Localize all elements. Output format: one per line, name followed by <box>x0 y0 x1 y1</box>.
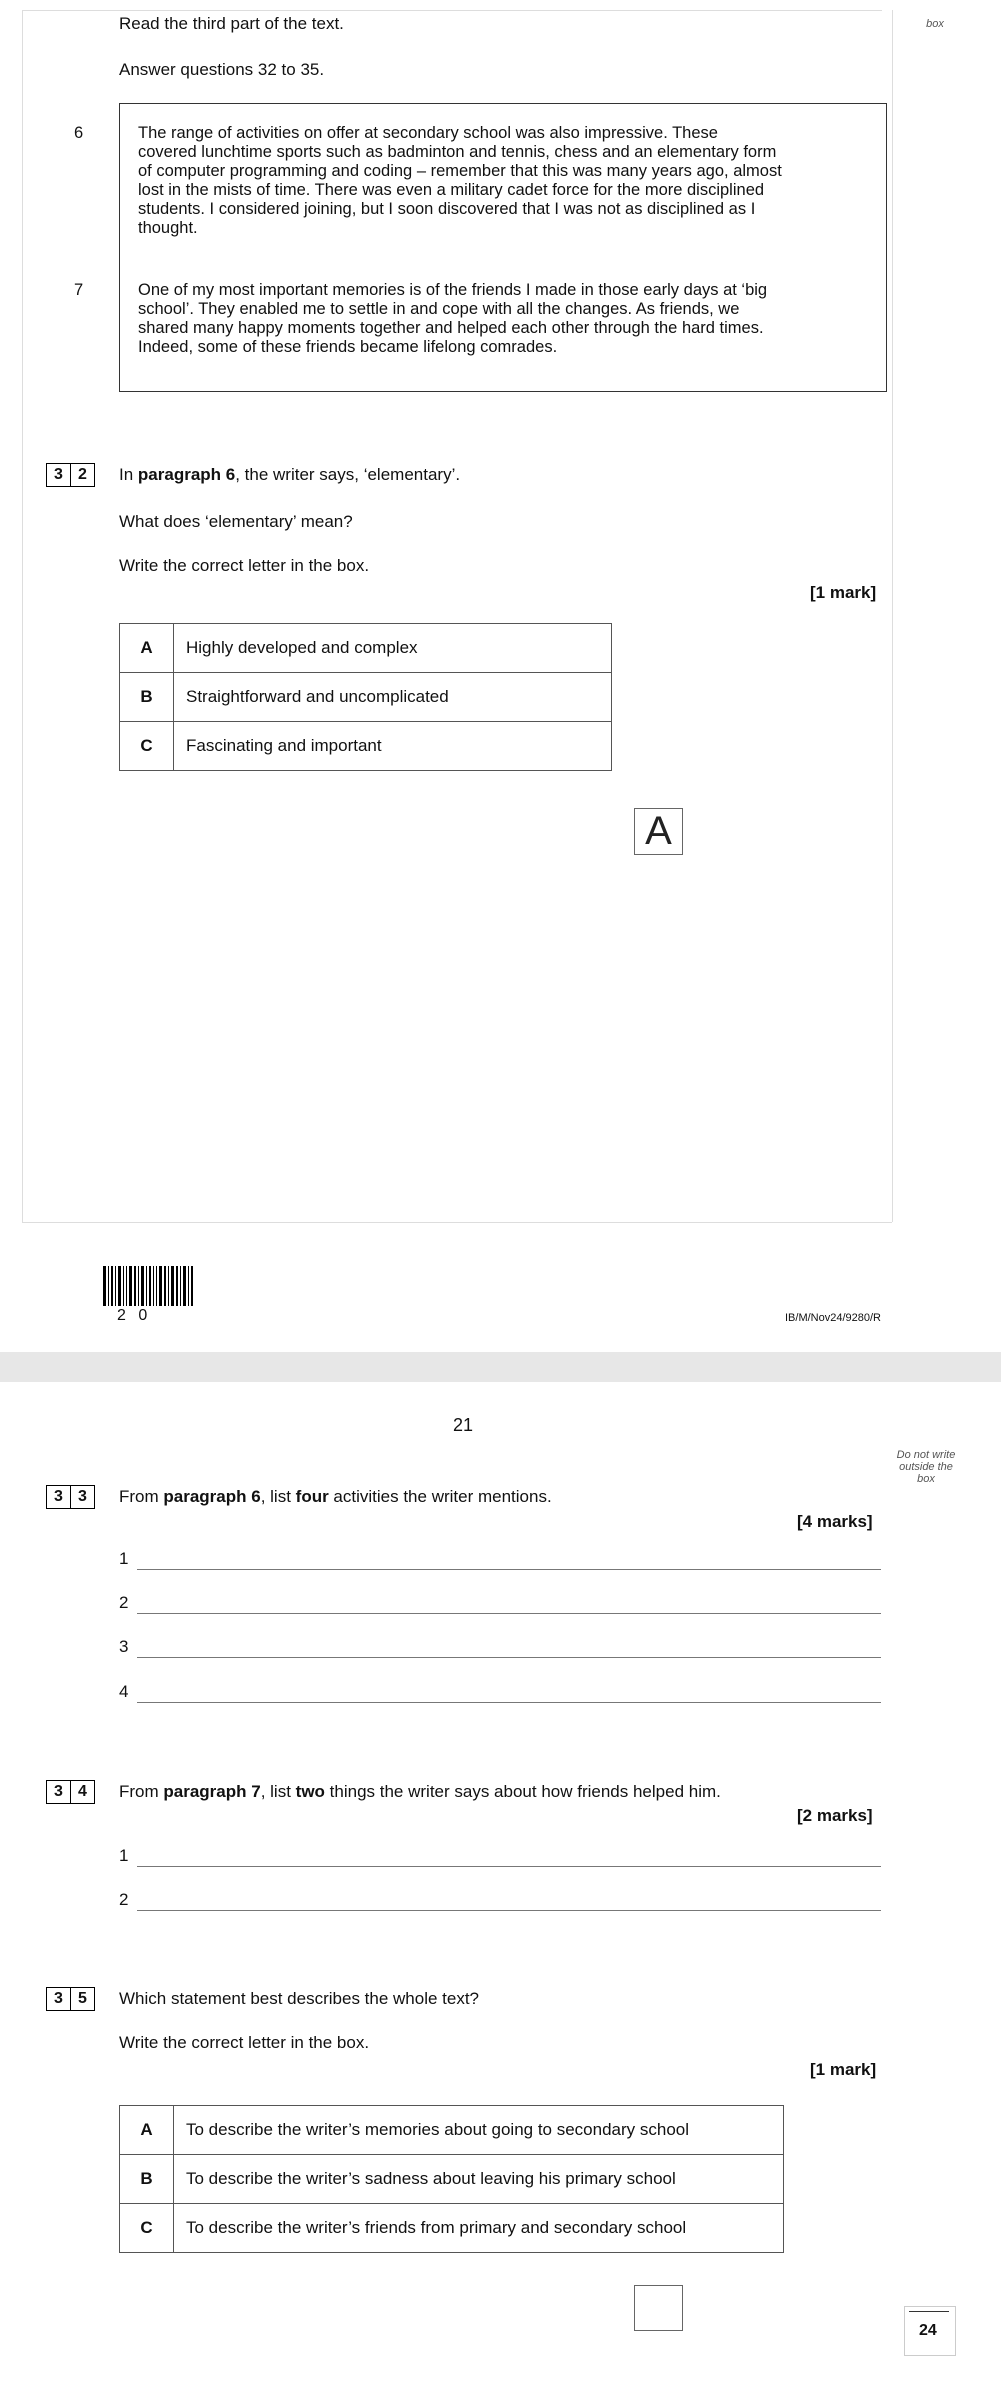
passage-box <box>119 103 887 392</box>
paragraph-line: thought. <box>138 219 198 237</box>
question-33-marks: [4 marks] <box>797 1512 873 1531</box>
paragraph-7-number: 7 <box>74 281 84 299</box>
questions-range: Answer questions 32 to 35. <box>119 60 325 79</box>
answer-letter: A <box>645 809 672 853</box>
answer-line[interactable] <box>137 1866 881 1867</box>
option-text: To describe the writer’s memories about going to secondary school <box>174 2106 784 2155</box>
question-32-instruction: Write the correct letter in the box. <box>119 556 370 575</box>
option-row <box>120 673 612 722</box>
answer-line-number: 2 <box>119 1890 129 1909</box>
question-32-answer-box[interactable] <box>634 808 683 855</box>
read-instruction: Read the third part of the text. <box>119 14 344 33</box>
paragraph-line: lost in the mists of time. There was even a military cadet force for the more disciplined <box>138 181 765 199</box>
question-35-options <box>119 2105 784 2253</box>
question-34-marks: [2 marks] <box>797 1806 873 1825</box>
paragraph-6 <box>138 124 782 238</box>
question-digit: 4 <box>70 1781 94 1803</box>
answer-line[interactable] <box>137 1613 881 1614</box>
option-letter: B <box>120 2155 174 2204</box>
paragraph-line: shared many happy moments together and helped each other through the hard times. <box>138 319 764 337</box>
answer-line-number: 1 <box>119 1846 129 1865</box>
option-row <box>120 722 612 771</box>
question-34-number <box>46 1780 95 1804</box>
question-digit: 3 <box>54 1488 63 1505</box>
option-row <box>120 624 612 673</box>
answer-line-number: 3 <box>119 1637 129 1656</box>
paragraph-line: One of my most important memories is of the friends I made in those early days at ‘big <box>138 281 768 299</box>
question-digit: 3 <box>54 1990 63 2007</box>
question-32-marks: [1 mark] <box>810 583 877 602</box>
answer-line-number: 4 <box>119 1682 129 1701</box>
question-32-number <box>46 463 95 487</box>
margin-note: Do not write outside the box <box>896 1449 956 1485</box>
left-margin-rule <box>22 10 23 1222</box>
question-35-text: Which statement best describes the whole text? <box>119 1989 480 2008</box>
question-33-number <box>46 1485 95 1509</box>
answer-line[interactable] <box>137 1702 881 1703</box>
question-digit: 3 <box>54 1783 63 1800</box>
answer-line[interactable] <box>137 1569 881 1570</box>
paragraph-line: students. I considered joining, but I soon discovered that I was not as disciplined as I <box>138 200 756 218</box>
option-letter: B <box>120 673 174 722</box>
question-32-text: In paragraph 6, the writer says, ‘elementary’. <box>119 465 461 484</box>
page-separator <box>0 1352 1001 1382</box>
answer-line[interactable] <box>137 1910 881 1911</box>
top-border <box>22 10 882 11</box>
paragraph-line: covered lunchtime sports such as badminton and tennis, chess and an elementary form <box>138 143 777 161</box>
paragraph-line: The range of activities on offer at secondary school was also impressive. These <box>138 124 718 142</box>
paragraph-line: school’. They enabled me to settle in and cope with all the changes. As friends, we <box>138 300 740 318</box>
option-row <box>120 2155 784 2204</box>
question-35-marks: [1 mark] <box>810 2060 877 2079</box>
option-letter: C <box>120 2204 174 2253</box>
page-2 <box>0 1382 1001 2386</box>
option-text: To describe the writer’s sadness about leaving his primary school <box>174 2155 784 2204</box>
option-text: To describe the writer’s friends from primary and secondary school <box>174 2204 784 2253</box>
barcode <box>103 1266 195 1306</box>
option-letter: C <box>120 722 174 771</box>
box-label: box <box>926 18 944 30</box>
paragraph-6-number: 6 <box>74 124 84 142</box>
page-number: 21 <box>453 1415 474 1435</box>
question-digit: 3 <box>54 466 63 483</box>
barcode-number: 2 0 <box>117 1307 152 1324</box>
footer-code: IB/M/Nov24/9280/R <box>785 1312 881 1324</box>
option-row <box>120 2106 784 2155</box>
question-digit: 2 <box>70 464 94 486</box>
option-text: Straightforward and uncomplicated <box>174 673 612 722</box>
paragraph-7 <box>138 281 767 357</box>
right-margin-rule <box>892 10 893 1222</box>
question-32-options <box>119 623 612 771</box>
question-35-answer-box[interactable] <box>634 2285 683 2331</box>
option-letter: A <box>120 2106 174 2155</box>
question-digit: 5 <box>70 1988 94 2010</box>
option-letter: A <box>120 624 174 673</box>
question-35-number <box>46 1987 95 2011</box>
bottom-frame-rule <box>22 1222 892 1223</box>
question-34-text: From paragraph 7, list two things the writer says about how friends helped him. <box>119 1782 721 1801</box>
option-text: Fascinating and important <box>174 722 612 771</box>
paragraph-line: of computer programming and coding – remember that this was many years ago, almost <box>138 162 782 180</box>
option-row <box>120 2204 784 2253</box>
question-32-prompt: What does ‘elementary’ mean? <box>119 512 353 531</box>
total-marks: 24 <box>919 2322 937 2339</box>
question-33-text: From paragraph 6, list four activities the writer mentions. <box>119 1487 552 1506</box>
answer-line-number: 1 <box>119 1549 129 1568</box>
question-35-instruction: Write the correct letter in the box. <box>119 2033 370 2052</box>
answer-line-number: 2 <box>119 1593 129 1612</box>
option-text: Highly developed and complex <box>174 624 612 673</box>
paragraph-line: Indeed, some of these friends became lifelong comrades. <box>138 338 558 356</box>
answer-line[interactable] <box>137 1657 881 1658</box>
question-digit: 3 <box>70 1486 94 1508</box>
